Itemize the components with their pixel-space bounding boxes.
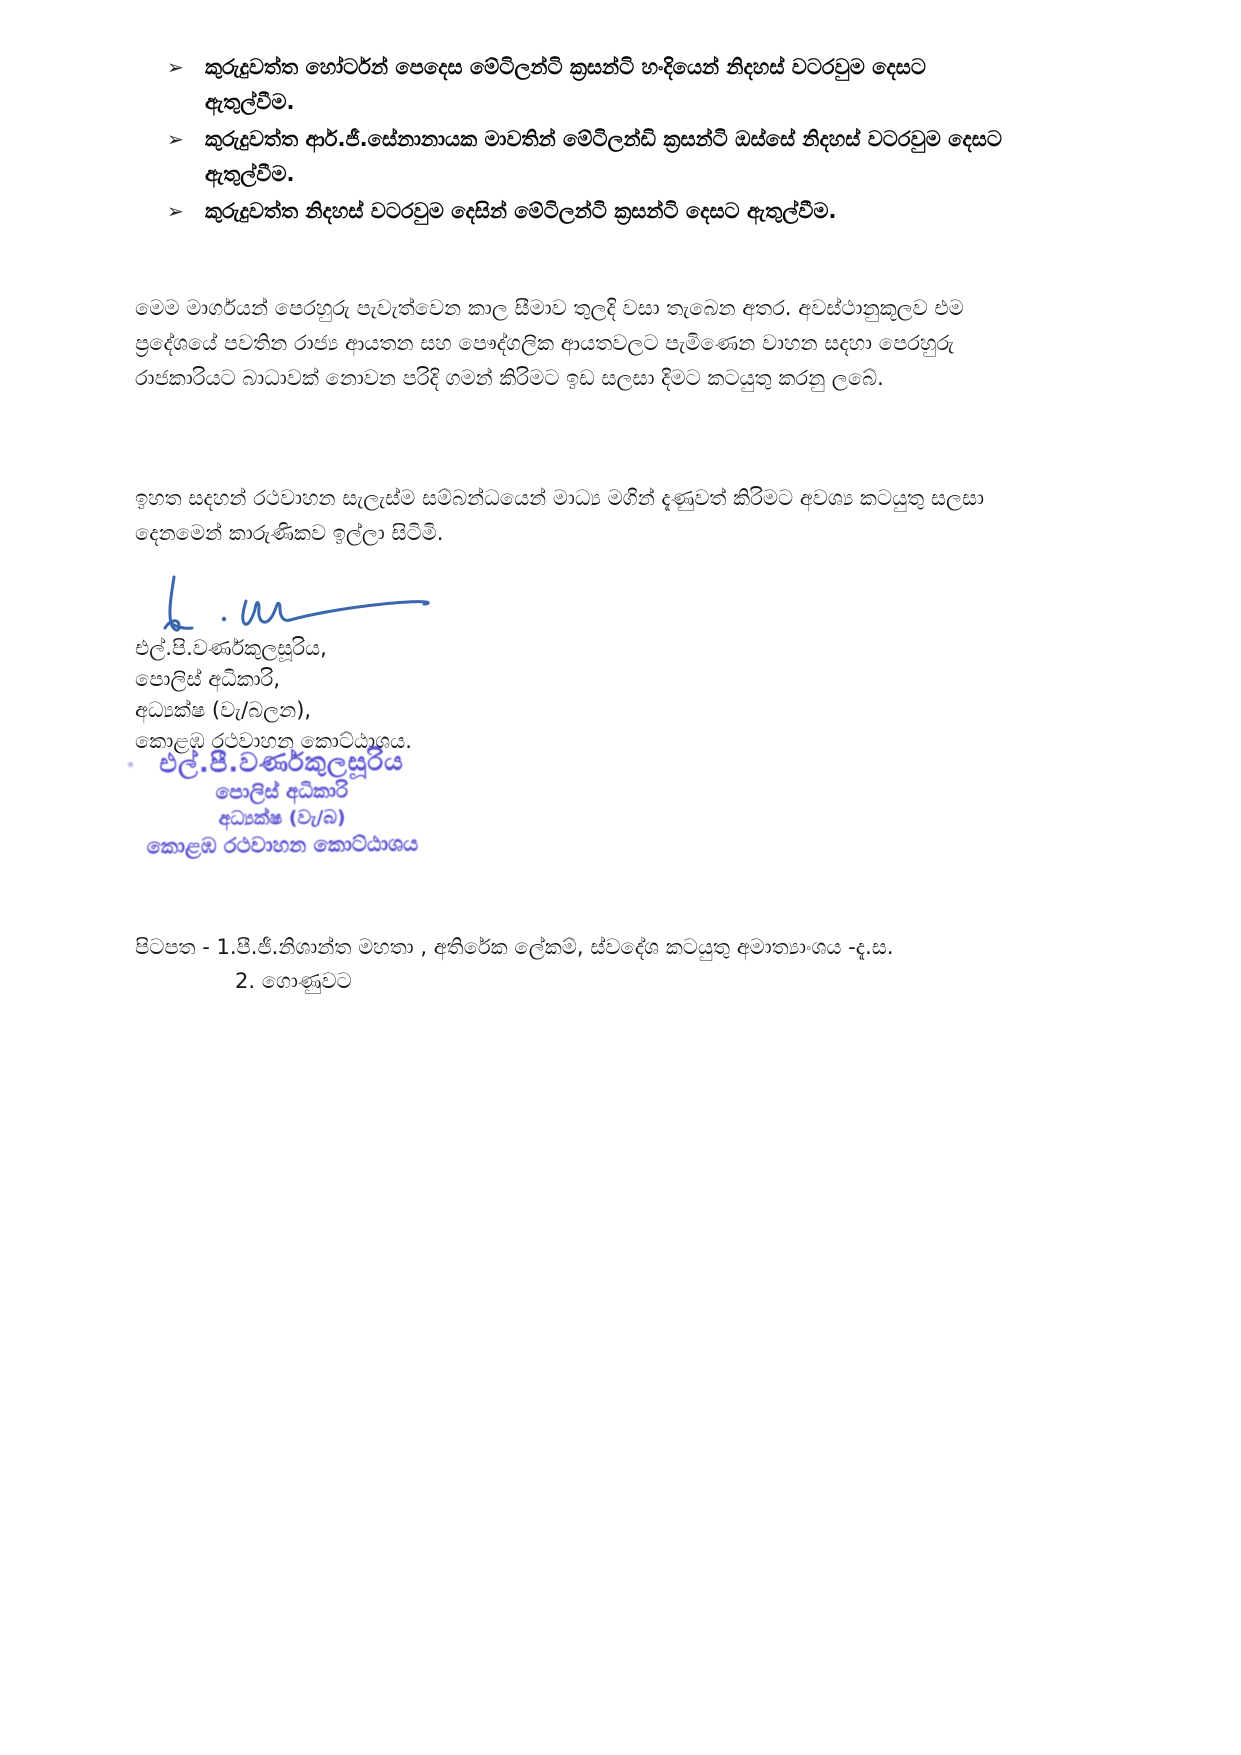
cc-block bbox=[135, 930, 1035, 998]
stamp-rank-line: පොලිස් අධිකාරි bbox=[215, 778, 349, 804]
route-bullet-list bbox=[167, 50, 1017, 229]
body-paragraph-2: ඉහත සදහන් රථවාහන සැලැස්ම සම්බන්ධයෙන් මාධ්‍ය මගින් දැණුවත් කිරිමට අවශ්‍ය කටයුතු සලසා දෙනමෙන් කාරුණිකව ඉල්ලා සිටිමි. bbox=[135, 486, 985, 545]
stamp-division-line: කොළඹ රථවාහන කොට්ඨාශය bbox=[146, 831, 419, 859]
bullet-item bbox=[167, 50, 1017, 120]
arrowhead-bullet-icon: ➢ bbox=[167, 127, 184, 151]
stamp-post-line: අධ්‍යක්ෂ (වැ/බ) bbox=[218, 806, 346, 830]
cc-line-1: පිටපත - 1.පී.ජී.නිශාන්ත මහතා , අතිරේක ලේකම්, ස්වදේශ කටයුතු අමාත්‍යාංශය -දැ.ස. bbox=[135, 935, 894, 959]
signatory-rank: පොලිස් අධිකාරි, bbox=[135, 667, 281, 691]
arrowhead-bullet-icon: ➢ bbox=[167, 55, 184, 79]
rubber-stamp bbox=[111, 746, 452, 861]
signatory-division: කොළඹ රථවාහන කොට්ඨාශය. bbox=[135, 729, 412, 753]
cc-line-2: 2. ගොණුවට bbox=[235, 969, 352, 993]
signatory-name: එල්.පි.වර්ණකුලසූරිය, bbox=[135, 636, 327, 660]
bullet-text: කුරුදුවත්ත ආර්.ජී.සේනානායක මාවතින් මේටිලන්ඩි ක්‍රසන්ටි ඔස්සේ නිදහස් වටරවුම දෙසට ඇතුල්වීම. bbox=[205, 127, 1002, 186]
body-paragraph-1: මෙම මාර්ගයන් පෙරහුරු පැවැත්වෙන කාල සීමාව තුලදි වසා තැබෙන අතර. අවස්ථානුකූලව එම ප්‍රදේශයේ පවතින රාජ්‍ය ආයතන සහ පෞද්ගලික ආයතවලට පැමිණෙන වාහන සදහා පෙරහුරු රාජකාරියට බාධාවක් නොවන පරිදි ගමන් කිරිමට ඉඩ සලසා දිමට කටයුතු කරනු ලබේ. bbox=[135, 296, 964, 390]
stamp-name-line: එල්.පී.වර්ණකුලසූරිය bbox=[159, 746, 404, 780]
bullet-item bbox=[167, 194, 1017, 229]
bullet-text: කුරුදුවත්ත හෝර්ටන් පෙදෙස මේටිලන්ටි ක්‍රසන්ටි හංදියෙන් නිදහස් වටරවුම දෙසට ඇතුල්වීම. bbox=[205, 55, 926, 114]
bullet-text: කුරුදුවත්ත නිදහස් වටරවුම දෙසින් මේටිලන්ටි ක්‍රසන්ටි දෙසට ඇතුල්වීම. bbox=[205, 199, 837, 223]
signatory-post: අධ්‍යක්ෂ (වැ/බලන), bbox=[135, 698, 312, 722]
bullet-item bbox=[167, 122, 1017, 192]
signatory-block bbox=[135, 633, 555, 757]
arrowhead-bullet-icon: ➢ bbox=[167, 199, 184, 223]
